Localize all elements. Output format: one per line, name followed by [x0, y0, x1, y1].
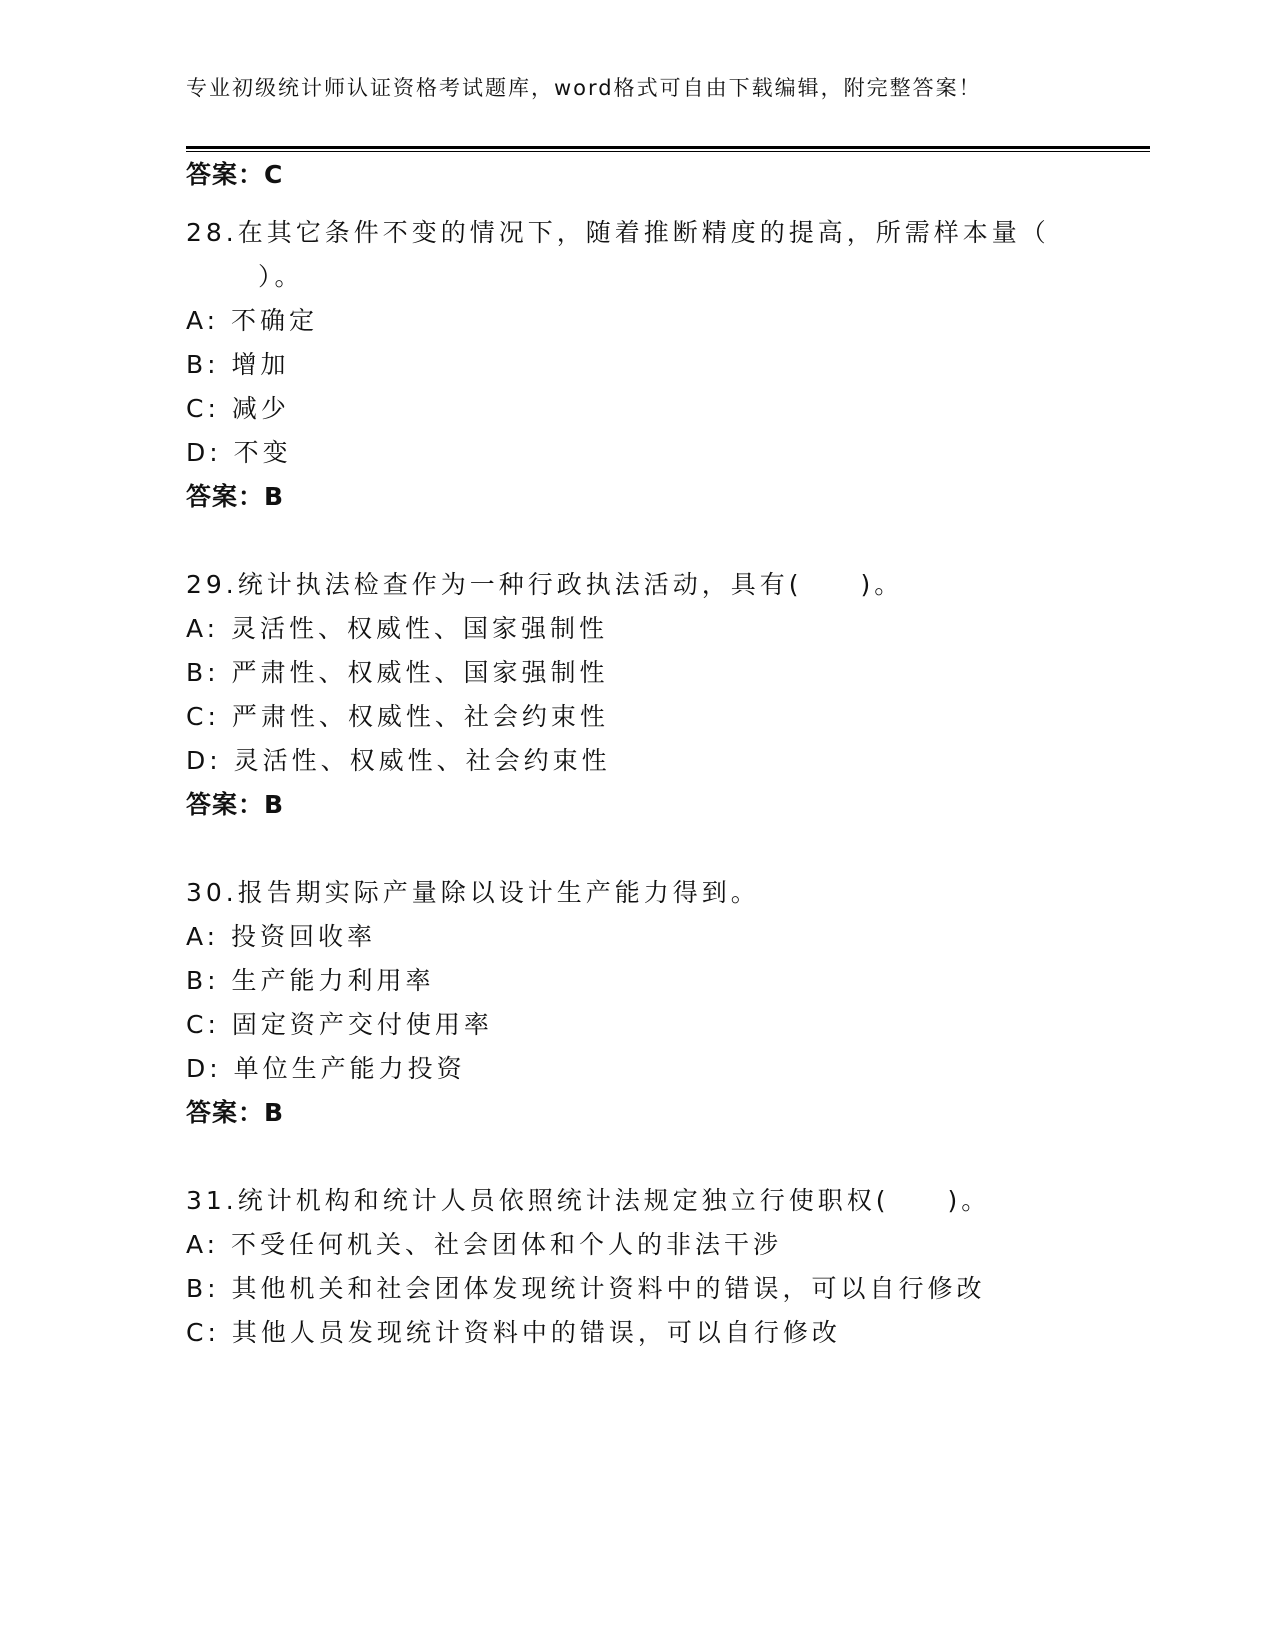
question-30-option-b: B: 生产能力利用率: [186, 966, 435, 995]
page-header: 专业初级统计师认证资格考试题库，word格式可自由下载编辑，附完整答案！: [186, 76, 982, 100]
question-29-option-a: A: 灵活性、权威性、国家强制性: [186, 614, 609, 643]
question-28-stem-cont: ）。: [258, 262, 304, 291]
question-29-option-b: B: 严肃性、权威性、国家强制性: [186, 658, 609, 687]
question-31-option-a: A: 不受任何机关、社会团体和个人的非法干涉: [186, 1230, 783, 1259]
question-28-stem: 28.在其它条件不变的情况下，随着推断精度的提高，所需样本量（: [186, 218, 1050, 247]
question-28-answer: 答案：B: [186, 482, 285, 511]
question-28-option-a: A: 不确定: [186, 306, 319, 335]
question-28-option-c: C: 减少: [186, 394, 290, 423]
question-29-answer: 答案：B: [186, 790, 285, 819]
question-31-stem: 31.统计机构和统计人员依照统计法规定独立行使职权( )。: [186, 1186, 991, 1215]
question-31-option-c: C: 其他人员发现统计资料中的错误，可以自行修改: [186, 1318, 841, 1347]
header-rule-thick: [186, 146, 1150, 149]
question-30-option-a: A: 投资回收率: [186, 922, 377, 951]
header-rule-thin: [186, 151, 1150, 152]
previous-answer: 答案：C: [186, 160, 284, 189]
question-30-option-c: C: 固定资产交付使用率: [186, 1010, 493, 1039]
question-30-option-d: D: 单位生产能力投资: [186, 1054, 466, 1083]
question-28-option-d: D: 不变: [186, 438, 292, 467]
question-29-stem: 29.统计执法检查作为一种行政执法活动，具有( )。: [186, 570, 904, 599]
question-30-stem: 30.报告期实际产量除以设计生产能力得到。: [186, 878, 760, 907]
question-29-option-d: D: 灵活性、权威性、社会约束性: [186, 746, 611, 775]
question-30-answer: 答案：B: [186, 1098, 285, 1127]
question-28-option-b: B: 增加: [186, 350, 290, 379]
question-29-option-c: C: 严肃性、权威性、社会约束性: [186, 702, 609, 731]
question-31-option-b: B: 其他机关和社会团体发现统计资料中的错误，可以自行修改: [186, 1274, 986, 1303]
